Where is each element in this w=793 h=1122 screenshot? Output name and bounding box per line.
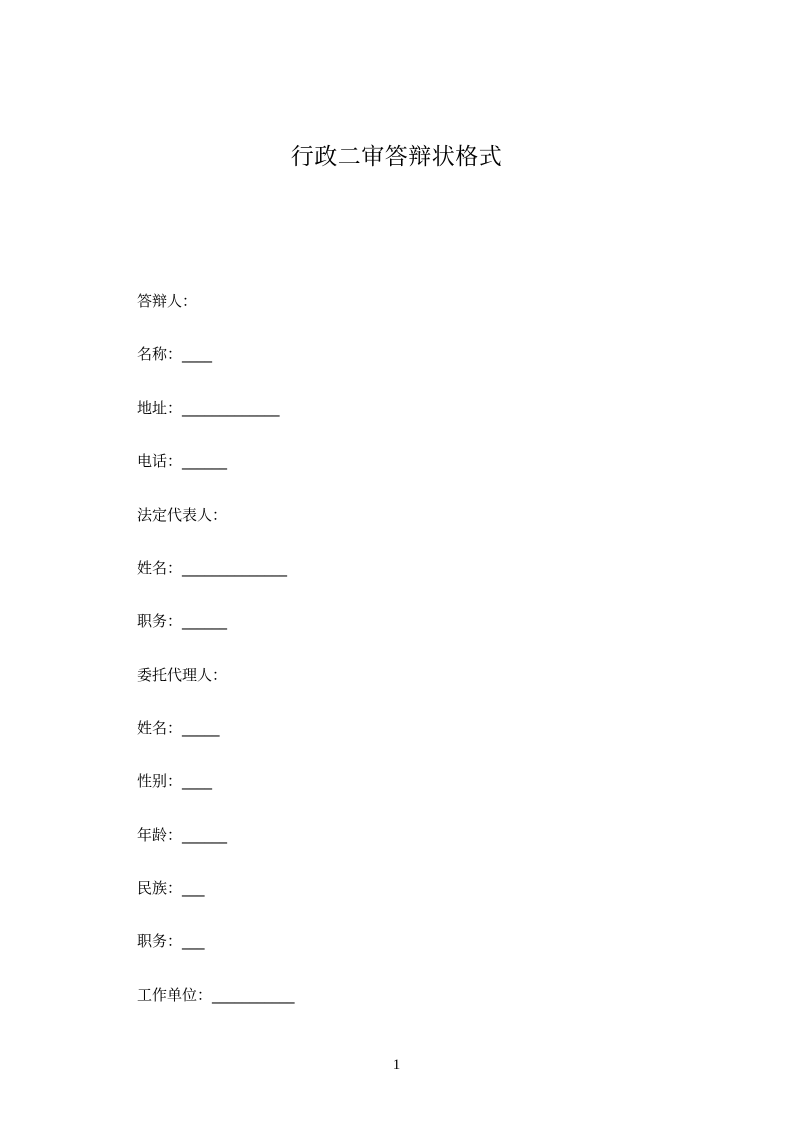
legal-representative-position-field: 职务：______ — [137, 612, 228, 630]
document-title: 行政二审答辩状格式 — [290, 144, 503, 170]
respondent-heading: 答辩人： — [137, 292, 198, 310]
respondent-address-field: 地址：_____________ — [137, 399, 280, 417]
page-number: 1 — [392, 1057, 401, 1073]
respondent-name-field: 名称：____ — [137, 345, 213, 363]
agent-ethnicity-field: 民族：___ — [137, 879, 205, 897]
agent-employer-field: 工作单位：___________ — [137, 986, 295, 1004]
legal-representative-name-field: 姓名：______________ — [137, 559, 288, 577]
respondent-phone-field: 电话：______ — [137, 452, 228, 470]
legal-representative-heading: 法定代表人： — [137, 506, 228, 524]
agent-name-field: 姓名：_____ — [137, 719, 220, 737]
agent-age-field: 年龄：______ — [137, 826, 228, 844]
agent-gender-field: 性别：____ — [137, 772, 213, 790]
agent-position-field: 职务：___ — [137, 932, 205, 950]
agent-heading: 委托代理人： — [137, 666, 228, 684]
